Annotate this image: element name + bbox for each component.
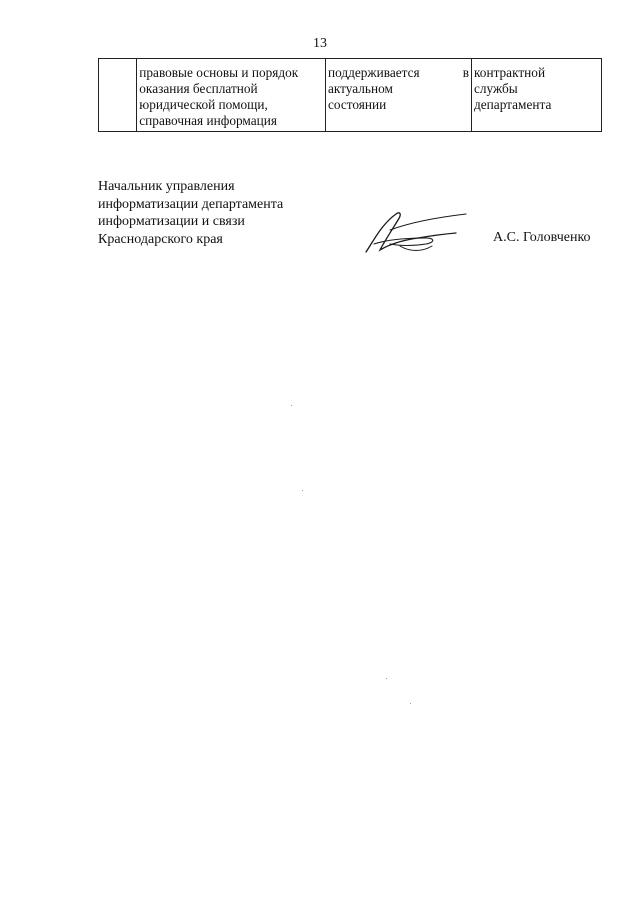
status-line-2: актуальном — [327, 81, 393, 96]
description-line-3: юридической помощи, — [139, 97, 268, 112]
scan-speck — [386, 678, 387, 679]
scan-speck — [410, 703, 411, 704]
responsible-line-3: департамента — [474, 97, 552, 112]
scan-speck — [302, 490, 303, 491]
description-line-4: справочная информация — [139, 113, 278, 128]
position-line-1: Начальник управления — [98, 179, 235, 194]
signatory-name: А.С. Головченко — [493, 230, 591, 245]
responsible-line-2: службы — [474, 81, 518, 96]
position-line-2: информатизации департамента — [98, 196, 284, 212]
table-cell-status — [325, 59, 471, 132]
content-table — [98, 58, 602, 132]
scan-speck — [291, 405, 292, 406]
position-line-4: Краснодарского края — [98, 231, 223, 247]
table-row — [99, 59, 602, 132]
description-line-2: оказания бесплатной — [139, 81, 258, 96]
status-line-3: состоянии — [327, 97, 387, 112]
page-number: 13 — [313, 36, 327, 51]
status-line-1: поддерживается в — [327, 65, 470, 80]
table-cell-responsible — [472, 59, 602, 132]
position-line-3: информатизации и связи — [98, 214, 245, 229]
table-cell-number — [99, 59, 137, 132]
handwritten-signature — [360, 200, 470, 260]
table-cell-description — [137, 59, 326, 132]
description-line-1: правовые основы и порядок — [139, 65, 299, 80]
signatory-position — [98, 178, 283, 248]
responsible-line-1: контрактной — [474, 65, 546, 80]
